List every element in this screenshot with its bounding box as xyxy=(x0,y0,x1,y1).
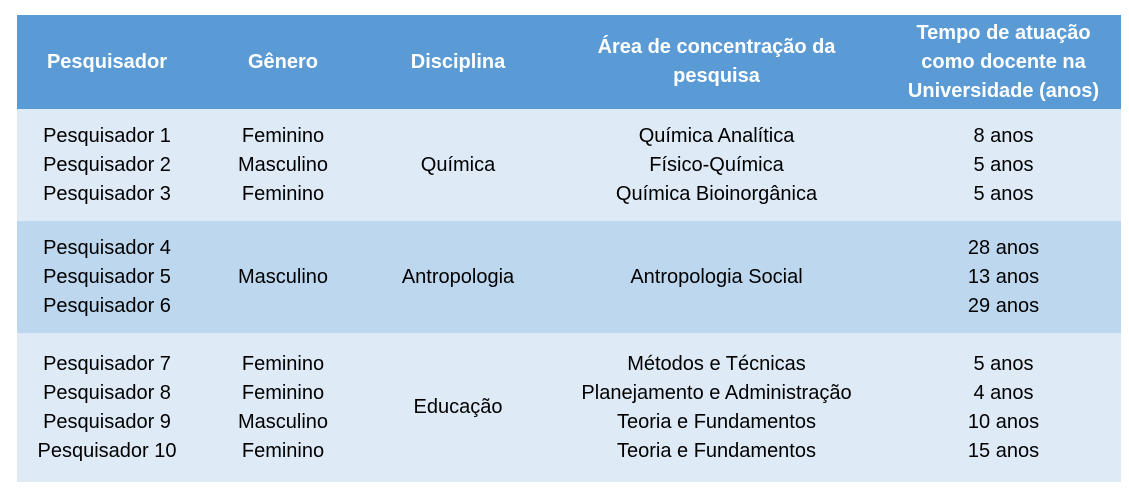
discipline-cell xyxy=(369,221,547,333)
researcher-name: Pesquisador 9 xyxy=(43,410,171,433)
header-gender-text: Gênero xyxy=(247,50,319,73)
discipline-cell xyxy=(369,109,547,221)
header-researcher-text: Pesquisador xyxy=(46,50,168,73)
time-value: 4 anos xyxy=(973,381,1034,404)
gender-value: Feminino xyxy=(241,124,325,147)
header-researcher xyxy=(17,15,197,109)
time-cell xyxy=(886,109,1121,221)
group-quimica xyxy=(17,109,1121,221)
gender-value: Masculino xyxy=(237,265,329,288)
time-value: 28 anos xyxy=(967,236,1040,259)
time-value: 5 anos xyxy=(973,182,1034,205)
time-value: 29 anos xyxy=(967,294,1040,317)
table-header-row xyxy=(17,15,1121,109)
gender-cell xyxy=(197,109,369,221)
time-value: 15 anos xyxy=(967,439,1040,462)
header-area xyxy=(547,15,886,109)
area-value: Química Analítica xyxy=(638,124,795,147)
time-cell xyxy=(886,221,1121,333)
researcher-table xyxy=(17,15,1121,482)
gender-value: Feminino xyxy=(241,381,325,404)
gender-value: Masculino xyxy=(237,153,329,176)
header-time-line2: como docente na xyxy=(921,50,1086,73)
header-time-line1: Tempo de atuação xyxy=(916,21,1091,44)
header-time-line3: Universidade (anos) xyxy=(907,79,1100,102)
time-value: 10 anos xyxy=(967,410,1040,433)
discipline-value: Química xyxy=(420,153,496,176)
discipline-cell xyxy=(369,333,547,482)
header-discipline-text: Disciplina xyxy=(410,50,506,73)
area-value: Teoria e Fundamentos xyxy=(616,410,816,433)
researcher-name: Pesquisador 7 xyxy=(43,352,171,375)
researcher-name: Pesquisador 4 xyxy=(43,236,171,259)
time-value: 8 anos xyxy=(973,124,1034,147)
researcher-cell xyxy=(17,221,197,333)
area-cell xyxy=(547,109,886,221)
gender-cell xyxy=(197,221,369,333)
gender-value: Feminino xyxy=(241,182,325,205)
header-area-line2: pesquisa xyxy=(673,65,760,87)
area-cell xyxy=(547,333,886,482)
researcher-name: Pesquisador 2 xyxy=(43,153,171,176)
header-time xyxy=(886,15,1121,109)
gender-value: Feminino xyxy=(241,352,325,375)
area-value: Teoria e Fundamentos xyxy=(616,439,816,462)
area-value: Métodos e Técnicas xyxy=(627,352,806,375)
discipline-value: Educação xyxy=(413,396,503,418)
group-antropologia xyxy=(17,221,1121,333)
researcher-cell xyxy=(17,333,197,482)
header-discipline xyxy=(369,15,547,109)
header-gender xyxy=(197,15,369,109)
group-educacao xyxy=(17,333,1121,482)
researcher-name: Pesquisador 5 xyxy=(43,265,171,288)
discipline-value: Antropologia xyxy=(401,265,515,288)
area-value: Físico-Química xyxy=(649,153,784,176)
area-value: Química Bioinorgânica xyxy=(615,182,818,205)
area-value: Antropologia Social xyxy=(630,265,803,288)
researcher-name: Pesquisador 1 xyxy=(43,124,171,147)
researcher-cell xyxy=(17,109,197,221)
gender-value: Masculino xyxy=(237,410,329,433)
researcher-name: Pesquisador 10 xyxy=(37,439,177,462)
researcher-name: Pesquisador 8 xyxy=(43,381,171,404)
researcher-name: Pesquisador 3 xyxy=(43,182,171,205)
time-value: 5 anos xyxy=(973,352,1034,375)
gender-cell xyxy=(197,333,369,482)
time-value: 5 anos xyxy=(973,153,1034,176)
time-value: 13 anos xyxy=(967,265,1040,288)
time-cell xyxy=(886,333,1121,482)
researcher-name: Pesquisador 6 xyxy=(43,294,171,317)
area-cell xyxy=(547,221,886,333)
gender-value: Feminino xyxy=(241,439,325,462)
area-value: Planejamento e Administração xyxy=(581,381,852,404)
header-area-line1: Área de concentração da xyxy=(597,36,836,58)
